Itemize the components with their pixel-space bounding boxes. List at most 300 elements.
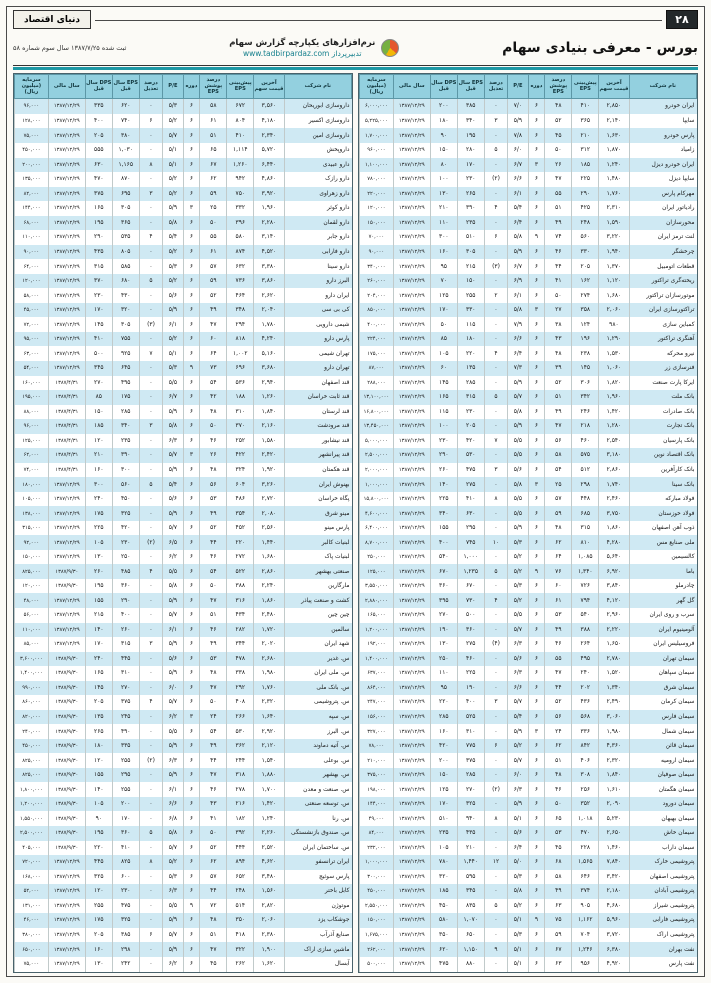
value-cell: ۴۶ <box>200 434 227 449</box>
table-row <box>360 114 697 129</box>
value-cell: ۱۳۸۷/۱۲/۲۹ <box>48 942 85 957</box>
value-cell: ۲,۴۸۰ <box>254 608 284 623</box>
value-cell: ۲۳۰ <box>112 535 139 550</box>
company-name-cell: سیمان سپاهان <box>629 666 696 681</box>
value-cell: ۵/۲ <box>508 739 528 754</box>
value-cell: ۹۶۰,۰۰۰ <box>360 143 394 158</box>
value-cell: ۵/۱ <box>508 913 528 928</box>
value-cell: ۵/۳ <box>508 928 528 943</box>
value-cell: ۶۴,۰۰۰ <box>15 259 49 274</box>
value-cell: ۳۹۰ <box>457 201 484 216</box>
value-cell: ۶/۳ <box>508 782 528 797</box>
value-cell: ۹۰,۰۰۰ <box>360 245 394 260</box>
value-cell: ۱۳۸۷/۱۲/۲۹ <box>393 259 430 274</box>
value-cell: ۰ <box>484 303 508 318</box>
value-cell: ۵۰ <box>200 826 227 841</box>
value-cell: ۵/۷ <box>163 448 183 463</box>
value-cell: ۵/۹ <box>508 419 528 434</box>
value-cell: (۲) <box>139 753 163 768</box>
value-cell: ۸ <box>484 492 508 507</box>
value-cell: ۲۹۰ <box>572 187 599 202</box>
company-name-cell: چین چین <box>284 608 351 623</box>
value-cell: ۱,۹۶۰ <box>599 390 629 405</box>
value-cell: ۳۱۰ <box>112 666 139 681</box>
table-row <box>15 957 352 972</box>
value-cell: ۰ <box>139 899 163 914</box>
value-cell: ۴,۱۲۰ <box>599 593 629 608</box>
table-row <box>360 797 697 812</box>
value-cell: ۰ <box>139 579 163 594</box>
table-row <box>360 870 697 885</box>
value-cell: ۴۲ <box>200 390 227 405</box>
value-cell: ۰ <box>139 550 163 565</box>
advert-url <box>229 49 375 58</box>
value-cell: ۲۶۵ <box>457 187 484 202</box>
value-cell: ۶ <box>528 884 545 899</box>
value-cell: ۳۴۸ <box>227 303 254 318</box>
value-cell: ۵۰ <box>545 797 572 812</box>
value-cell: ۵۵ <box>200 230 227 245</box>
value-cell: ۱۳۸۷/۱۲/۲۹ <box>393 143 430 158</box>
value-cell: ۶/۴ <box>508 841 528 856</box>
value-cell: ۵۶,۰۰۰ <box>15 608 49 623</box>
value-cell: ۲۹۸ <box>572 477 599 492</box>
table-row <box>360 346 697 361</box>
value-cell: ۰ <box>484 870 508 885</box>
value-cell: ۶ <box>183 128 200 143</box>
value-cell: ۴۹۵ <box>112 376 139 391</box>
value-cell: ۲۲۰,۰۰۰ <box>360 187 394 202</box>
value-cell: ۹۹۰,۰۰۰ <box>15 681 49 696</box>
fundamentals-table-left-wrap <box>13 73 353 973</box>
value-cell: ۳۳۵ <box>112 739 139 754</box>
value-cell: ۲۵۵ <box>112 782 139 797</box>
table-row <box>15 535 352 550</box>
value-cell: ۰ <box>139 521 163 536</box>
value-cell: ۵/۷ <box>163 928 183 943</box>
company-name-cell: س. بانک ملی <box>284 681 351 696</box>
value-cell: ۴۱ <box>545 274 572 289</box>
value-cell: ۳۲۴ <box>227 463 254 478</box>
table-row <box>15 855 352 870</box>
value-cell: ۴۸ <box>545 98 572 114</box>
table-row <box>360 303 697 318</box>
value-cell: ۳,۴۸۰ <box>254 870 284 885</box>
value-cell: ۴۳ <box>545 332 572 347</box>
value-cell: ۵/۹ <box>163 303 183 318</box>
value-cell: ۱۳۸۷/۱۲/۲۹ <box>393 230 430 245</box>
value-cell: ۲۳۲,۰۰۰ <box>360 841 394 856</box>
value-cell: ۲,۰۲۰ <box>254 637 284 652</box>
value-cell: ۱۶۵ <box>85 201 112 216</box>
value-cell: ۴۵۰,۰۰۰ <box>15 143 49 158</box>
value-cell: ۵/۶ <box>508 826 528 841</box>
value-cell: ۱,۷۸۰ <box>254 317 284 332</box>
value-cell: ۵۱ <box>200 128 227 143</box>
value-cell: ۵۱ <box>545 753 572 768</box>
value-cell: ۵/۲ <box>508 899 528 914</box>
company-name-cell: کمباین سازی <box>629 317 696 332</box>
value-cell: ۶ <box>528 98 545 114</box>
table-row <box>15 579 352 594</box>
value-cell: ۶ <box>183 608 200 623</box>
table-row <box>360 128 697 143</box>
value-cell: ۶ <box>528 521 545 536</box>
value-cell: ۳ <box>484 463 508 478</box>
value-cell: ۴۶ <box>200 623 227 638</box>
table-row <box>360 317 697 332</box>
value-cell: ۲,۳۴۰ <box>254 128 284 143</box>
value-cell: ۲۶۶ <box>227 710 254 725</box>
value-cell: ۵۳ <box>200 492 227 507</box>
value-cell: ۱۱۰,۰۰۰ <box>15 623 49 638</box>
value-cell: ۶۷۰ <box>457 579 484 594</box>
column-header: آخرین قیمت سهم <box>254 75 284 99</box>
value-cell: ۵/۷ <box>508 695 528 710</box>
value-cell: ۴۶۰ <box>457 652 484 667</box>
value-cell: ۱۹۰ <box>430 623 457 638</box>
value-cell: ۳,۱۴۰ <box>254 230 284 245</box>
value-cell: ۱۳۸۷/۱۲/۲۹ <box>48 913 85 928</box>
table-row <box>360 681 697 696</box>
value-cell: ۰ <box>484 376 508 391</box>
value-cell: ۱۳۸۷/۱۲/۲۹ <box>393 768 430 783</box>
value-cell: ۴۴۵ <box>85 855 112 870</box>
value-cell: ۰ <box>139 361 163 376</box>
value-cell: ۱,۸۷۰ <box>599 143 629 158</box>
value-cell: ۴۳۶ <box>572 695 599 710</box>
value-cell: ۵۰ <box>200 579 227 594</box>
value-cell: ۱۳۸۷/۱۲/۲۹ <box>393 913 430 928</box>
value-cell: ۲۲۵ <box>572 172 599 187</box>
value-cell: ۳,۷۲۰ <box>599 928 629 943</box>
value-cell: ۶۲۰ <box>430 942 457 957</box>
value-cell: ۶/۲ <box>163 550 183 565</box>
value-cell: ۳ <box>139 187 163 202</box>
value-cell: ۵۲ <box>545 114 572 129</box>
value-cell: ۳۱۵ <box>85 259 112 274</box>
value-cell: ۱۰۵,۰۰۰ <box>15 492 49 507</box>
header-rule-teal <box>13 67 698 70</box>
company-name-cell: ریخته‌گری تراکتور <box>629 274 696 289</box>
advert-brand: تدبیرپرداز <box>331 48 362 58</box>
value-cell: ۵ <box>484 143 508 158</box>
table-row <box>15 98 352 114</box>
company-name-cell: رادیاتور ایران <box>629 201 696 216</box>
value-cell: ۲۷۸ <box>227 782 254 797</box>
value-cell: ۶ <box>528 201 545 216</box>
value-cell: ۵/۱ <box>163 346 183 361</box>
value-cell: ۱,۴۴۰ <box>254 535 284 550</box>
value-cell: ۶ <box>528 463 545 478</box>
value-cell: ۳۷۵ <box>112 695 139 710</box>
value-cell: ۲۰۵ <box>85 928 112 943</box>
table-row <box>15 346 352 361</box>
value-cell: ۸۷,۰۰۰ <box>360 361 394 376</box>
value-cell: ۳۵۸ <box>572 303 599 318</box>
value-cell: ۱۱۰ <box>430 216 457 231</box>
company-name-cell: تهران شیمی <box>284 346 351 361</box>
value-cell: ۱۳۸۷/۱۲/۲۹ <box>48 884 85 899</box>
value-cell: ۴۸,۰۰۰ <box>15 593 49 608</box>
value-cell: ۴۹ <box>545 623 572 638</box>
table-row <box>15 739 352 754</box>
value-cell: ۵/۳ <box>163 98 183 114</box>
value-cell: ۴,۲۸۰ <box>599 535 629 550</box>
value-cell: ۹۰ <box>430 128 457 143</box>
value-cell: ۱,۰۰۰ <box>457 550 484 565</box>
value-cell: ۱۴۴,۰۰۰ <box>15 201 49 216</box>
value-cell: ۶ <box>139 928 163 943</box>
company-name-cell: بانک تجارت <box>629 419 696 434</box>
value-cell: ۱۶۲ <box>572 274 599 289</box>
value-cell: ۷۰,۰۰۰ <box>360 230 394 245</box>
value-cell: ۳۱۸ <box>227 768 254 783</box>
value-cell: ۴,۶۸۰ <box>599 899 629 914</box>
value-cell: ۱۸۵ <box>430 884 457 899</box>
value-cell: ۱۷۵ <box>112 390 139 405</box>
value-cell: ۶ <box>183 463 200 478</box>
value-cell: ۲۰۵ <box>85 695 112 710</box>
value-cell: ۳۸۰,۰۰۰ <box>15 928 49 943</box>
value-cell: ۰ <box>484 332 508 347</box>
value-cell: ۵۷ <box>545 492 572 507</box>
value-cell: ۳۸۵ <box>112 928 139 943</box>
value-cell: ۱,۰۱۸ <box>572 811 599 826</box>
value-cell: ۸۰۴ <box>227 114 254 129</box>
value-cell: ۴,۱۸۰ <box>254 114 284 129</box>
value-cell: ۰ <box>139 390 163 405</box>
column-header: درصد تعدیل <box>139 75 163 99</box>
value-cell: ۰ <box>484 216 508 231</box>
value-cell: ۵/۳ <box>163 870 183 885</box>
value-cell: ۲۱۸ <box>572 419 599 434</box>
value-cell: ۶ <box>183 695 200 710</box>
value-cell: ۱,۶۱۰ <box>599 782 629 797</box>
company-name-cell: قند هکمتان <box>284 463 351 478</box>
table-row <box>360 884 697 899</box>
company-name-cell: پارس سوئیچ <box>284 870 351 885</box>
company-name-cell: س. صنعت و معدن <box>284 782 351 797</box>
value-cell: ۶ <box>183 957 200 972</box>
value-cell: ۵/۹ <box>508 114 528 129</box>
header-row <box>360 75 697 99</box>
value-cell: ۴۶۰ <box>572 434 599 449</box>
value-cell: ۰ <box>139 259 163 274</box>
value-cell: ۲۵۲ <box>227 434 254 449</box>
value-cell: ۶ <box>528 782 545 797</box>
value-cell: ۱۳۵ <box>85 710 112 725</box>
value-cell: ۱۳۸۷/۱۲/۲۹ <box>393 797 430 812</box>
value-cell: ۳۸ <box>545 317 572 332</box>
value-cell: ۴۱ <box>200 811 227 826</box>
value-cell: ۲۶۰ <box>85 564 112 579</box>
value-cell: ۱۳۸۷/۹/۳۰ <box>48 739 85 754</box>
value-cell: ۸۰۵ <box>112 245 139 260</box>
value-cell: ۲,۲۴۰ <box>254 579 284 594</box>
table-row <box>15 768 352 783</box>
value-cell: ۲۶۴ <box>572 637 599 652</box>
value-cell: ۶۵۰,۰۰۰ <box>15 942 49 957</box>
value-cell: ۷۲,۰۰۰ <box>15 317 49 332</box>
value-cell: ۲,۰۶۰ <box>254 913 284 928</box>
value-cell: ۷,۸۴۰ <box>599 855 629 870</box>
value-cell: ۲۸۵ <box>457 768 484 783</box>
value-cell: ۱۵۵ <box>85 593 112 608</box>
value-cell: ۷۵۰ <box>227 187 254 202</box>
value-cell: ۱۱۵ <box>457 317 484 332</box>
company-name-cell: دارو عبیدی <box>284 158 351 173</box>
value-cell: ۵۱۴ <box>227 899 254 914</box>
value-cell: ۱۶۰ <box>430 245 457 260</box>
value-cell: ۶ <box>528 593 545 608</box>
value-cell: ۶ <box>183 187 200 202</box>
value-cell: ۱۰۵ <box>430 841 457 856</box>
value-cell: ۴۹ <box>200 637 227 652</box>
table-body <box>360 98 697 972</box>
value-cell: ۱۳۸۷/۱۲/۲۹ <box>393 463 430 478</box>
issue-info: ثبت شده ۱۳۸۷/۷/۲۵ سال سوم شماره ۵۸ <box>13 44 127 52</box>
table-row <box>360 608 697 623</box>
value-cell: ۳,۶۰۰,۰۰۰ <box>15 652 49 667</box>
value-cell: ۰ <box>139 681 163 696</box>
value-cell: ۰ <box>484 158 508 173</box>
value-cell: ۱,۴۰۰,۰۰۰ <box>360 652 394 667</box>
value-cell: ۱۳۸۷/۱۲/۲۹ <box>48 98 85 114</box>
table-row <box>360 376 697 391</box>
value-cell: ۱۳۸۷/۱۲/۲۹ <box>393 448 430 463</box>
value-cell: ۴,۹۲۰ <box>599 957 629 972</box>
value-cell: ۴۴ <box>200 884 227 899</box>
value-cell: ۱,۹۶۰ <box>254 201 284 216</box>
value-cell: ۰ <box>484 724 508 739</box>
value-cell: ۱۳۸۷/۱۲/۲۹ <box>48 288 85 303</box>
company-name-cell: لنت ترمز ایران <box>629 230 696 245</box>
value-cell: ۱۰۰ <box>430 419 457 434</box>
value-cell: ۶/۰ <box>508 768 528 783</box>
company-name-cell: قند مرودشت <box>284 419 351 434</box>
value-cell: ۶ <box>183 826 200 841</box>
value-cell: ۲,۸۲۰ <box>254 899 284 914</box>
value-cell: ۹ <box>183 361 200 376</box>
value-cell: ۸۴,۰۰۰ <box>360 826 394 841</box>
value-cell: ۲,۸۵۰ <box>599 98 629 114</box>
top-strip <box>13 10 698 29</box>
table-row <box>15 419 352 434</box>
pie-logo-icon <box>381 39 399 57</box>
table-row <box>360 535 697 550</box>
value-cell: ۱,۶۲۰ <box>254 957 284 972</box>
value-cell: ۲۴۶ <box>572 405 599 420</box>
table-row <box>15 797 352 812</box>
value-cell: ۲۰۰ <box>430 753 457 768</box>
table-row <box>360 419 697 434</box>
value-cell: ۱۳۸۷/۱۲/۲۹ <box>393 245 430 260</box>
value-cell: ۶ <box>528 434 545 449</box>
company-name-cell: موتوژن <box>284 899 351 914</box>
company-name-cell: دارو رازک <box>284 172 351 187</box>
table-row <box>15 128 352 143</box>
value-cell: ۵۶ <box>200 477 227 492</box>
table-row <box>15 245 352 260</box>
value-cell: ۳ <box>139 419 163 434</box>
value-cell: ۲۴۸ <box>227 884 254 899</box>
value-cell: ۲۲۸ <box>572 841 599 856</box>
company-name-cell: سیمان داراب <box>629 841 696 856</box>
value-cell: ۵ <box>484 564 508 579</box>
value-cell: ۷۳۰ <box>457 593 484 608</box>
value-cell: ۵/۱ <box>163 143 183 158</box>
value-cell: ۶ <box>183 681 200 696</box>
value-cell: ۱۳۸۷/۱۲/۲۹ <box>48 506 85 521</box>
value-cell: ۵/۲ <box>163 187 183 202</box>
table-row <box>15 811 352 826</box>
value-cell: ۱۳۸۷/۱۲/۲۹ <box>393 521 430 536</box>
value-cell: ۴۰۵,۰۰۰ <box>15 841 49 856</box>
value-cell: ۰ <box>484 317 508 332</box>
value-cell: ۷۸۰ <box>430 855 457 870</box>
value-cell: ۹ <box>528 913 545 928</box>
value-cell: ۱۳۸۷/۱۲/۲۹ <box>48 637 85 652</box>
company-name-cell: موتورسازان تراکتور <box>629 288 696 303</box>
value-cell: ۶,۳۸۰ <box>599 942 629 957</box>
value-cell: ۶ <box>183 477 200 492</box>
value-cell: ۴۸ <box>200 666 227 681</box>
value-cell: ۹۴۰ <box>457 811 484 826</box>
value-cell: ۶۴ <box>200 346 227 361</box>
table-row <box>360 187 697 202</box>
header-rule-black <box>13 65 698 66</box>
value-cell: ۳۰۰ <box>430 230 457 245</box>
value-cell: ۲,۹۴۰ <box>254 376 284 391</box>
value-cell: ۷/۹ <box>508 317 528 332</box>
value-cell: ۴۰۰ <box>457 695 484 710</box>
value-cell: ۱,۵۶۰ <box>254 884 284 899</box>
value-cell: ۶ <box>183 405 200 420</box>
value-cell: ۶/۶ <box>508 172 528 187</box>
value-cell: ۴۵ <box>545 128 572 143</box>
table-row <box>15 332 352 347</box>
table-row <box>360 564 697 579</box>
company-name-cell: مارگارین <box>284 579 351 594</box>
company-name-cell: کابل باختر <box>284 884 351 899</box>
value-cell: ۵/۹ <box>508 724 528 739</box>
column-header: دوره <box>183 75 200 99</box>
value-cell: ۵/۳ <box>508 579 528 594</box>
value-cell: ۴۴ <box>545 681 572 696</box>
value-cell: ۱۳۸۷/۱۲/۲۹ <box>393 811 430 826</box>
value-cell: ۲۴۰ <box>572 666 599 681</box>
value-cell: ۵/۹ <box>163 506 183 521</box>
value-cell: ۴۶۴ <box>227 288 254 303</box>
value-cell: ۱۶۰ <box>85 942 112 957</box>
value-cell: ۳۷۵,۰۰۰ <box>360 768 394 783</box>
company-name-cell: سیمان کرمان <box>629 695 696 710</box>
value-cell: ۹ <box>484 942 508 957</box>
value-cell: ۵۹۵ <box>457 870 484 885</box>
value-cell: ۴۷۸ <box>227 652 254 667</box>
value-cell: ۲۸۵ <box>430 710 457 725</box>
value-cell: ۱۳۸۷/۱۲/۲۹ <box>48 172 85 187</box>
value-cell: ۵/۸ <box>508 303 528 318</box>
value-cell: ۳۲۰ <box>112 303 139 318</box>
value-cell: ۸۵,۰۰۰ <box>15 637 49 652</box>
value-cell: ۲۶۲ <box>227 957 254 972</box>
value-cell: ۳۰۵ <box>457 245 484 260</box>
value-cell: ۱۱۰,۰۰۰ <box>15 230 49 245</box>
value-cell: ۱۳۸۷/۱۲/۲۹ <box>393 942 430 957</box>
value-cell: ۰ <box>484 710 508 725</box>
